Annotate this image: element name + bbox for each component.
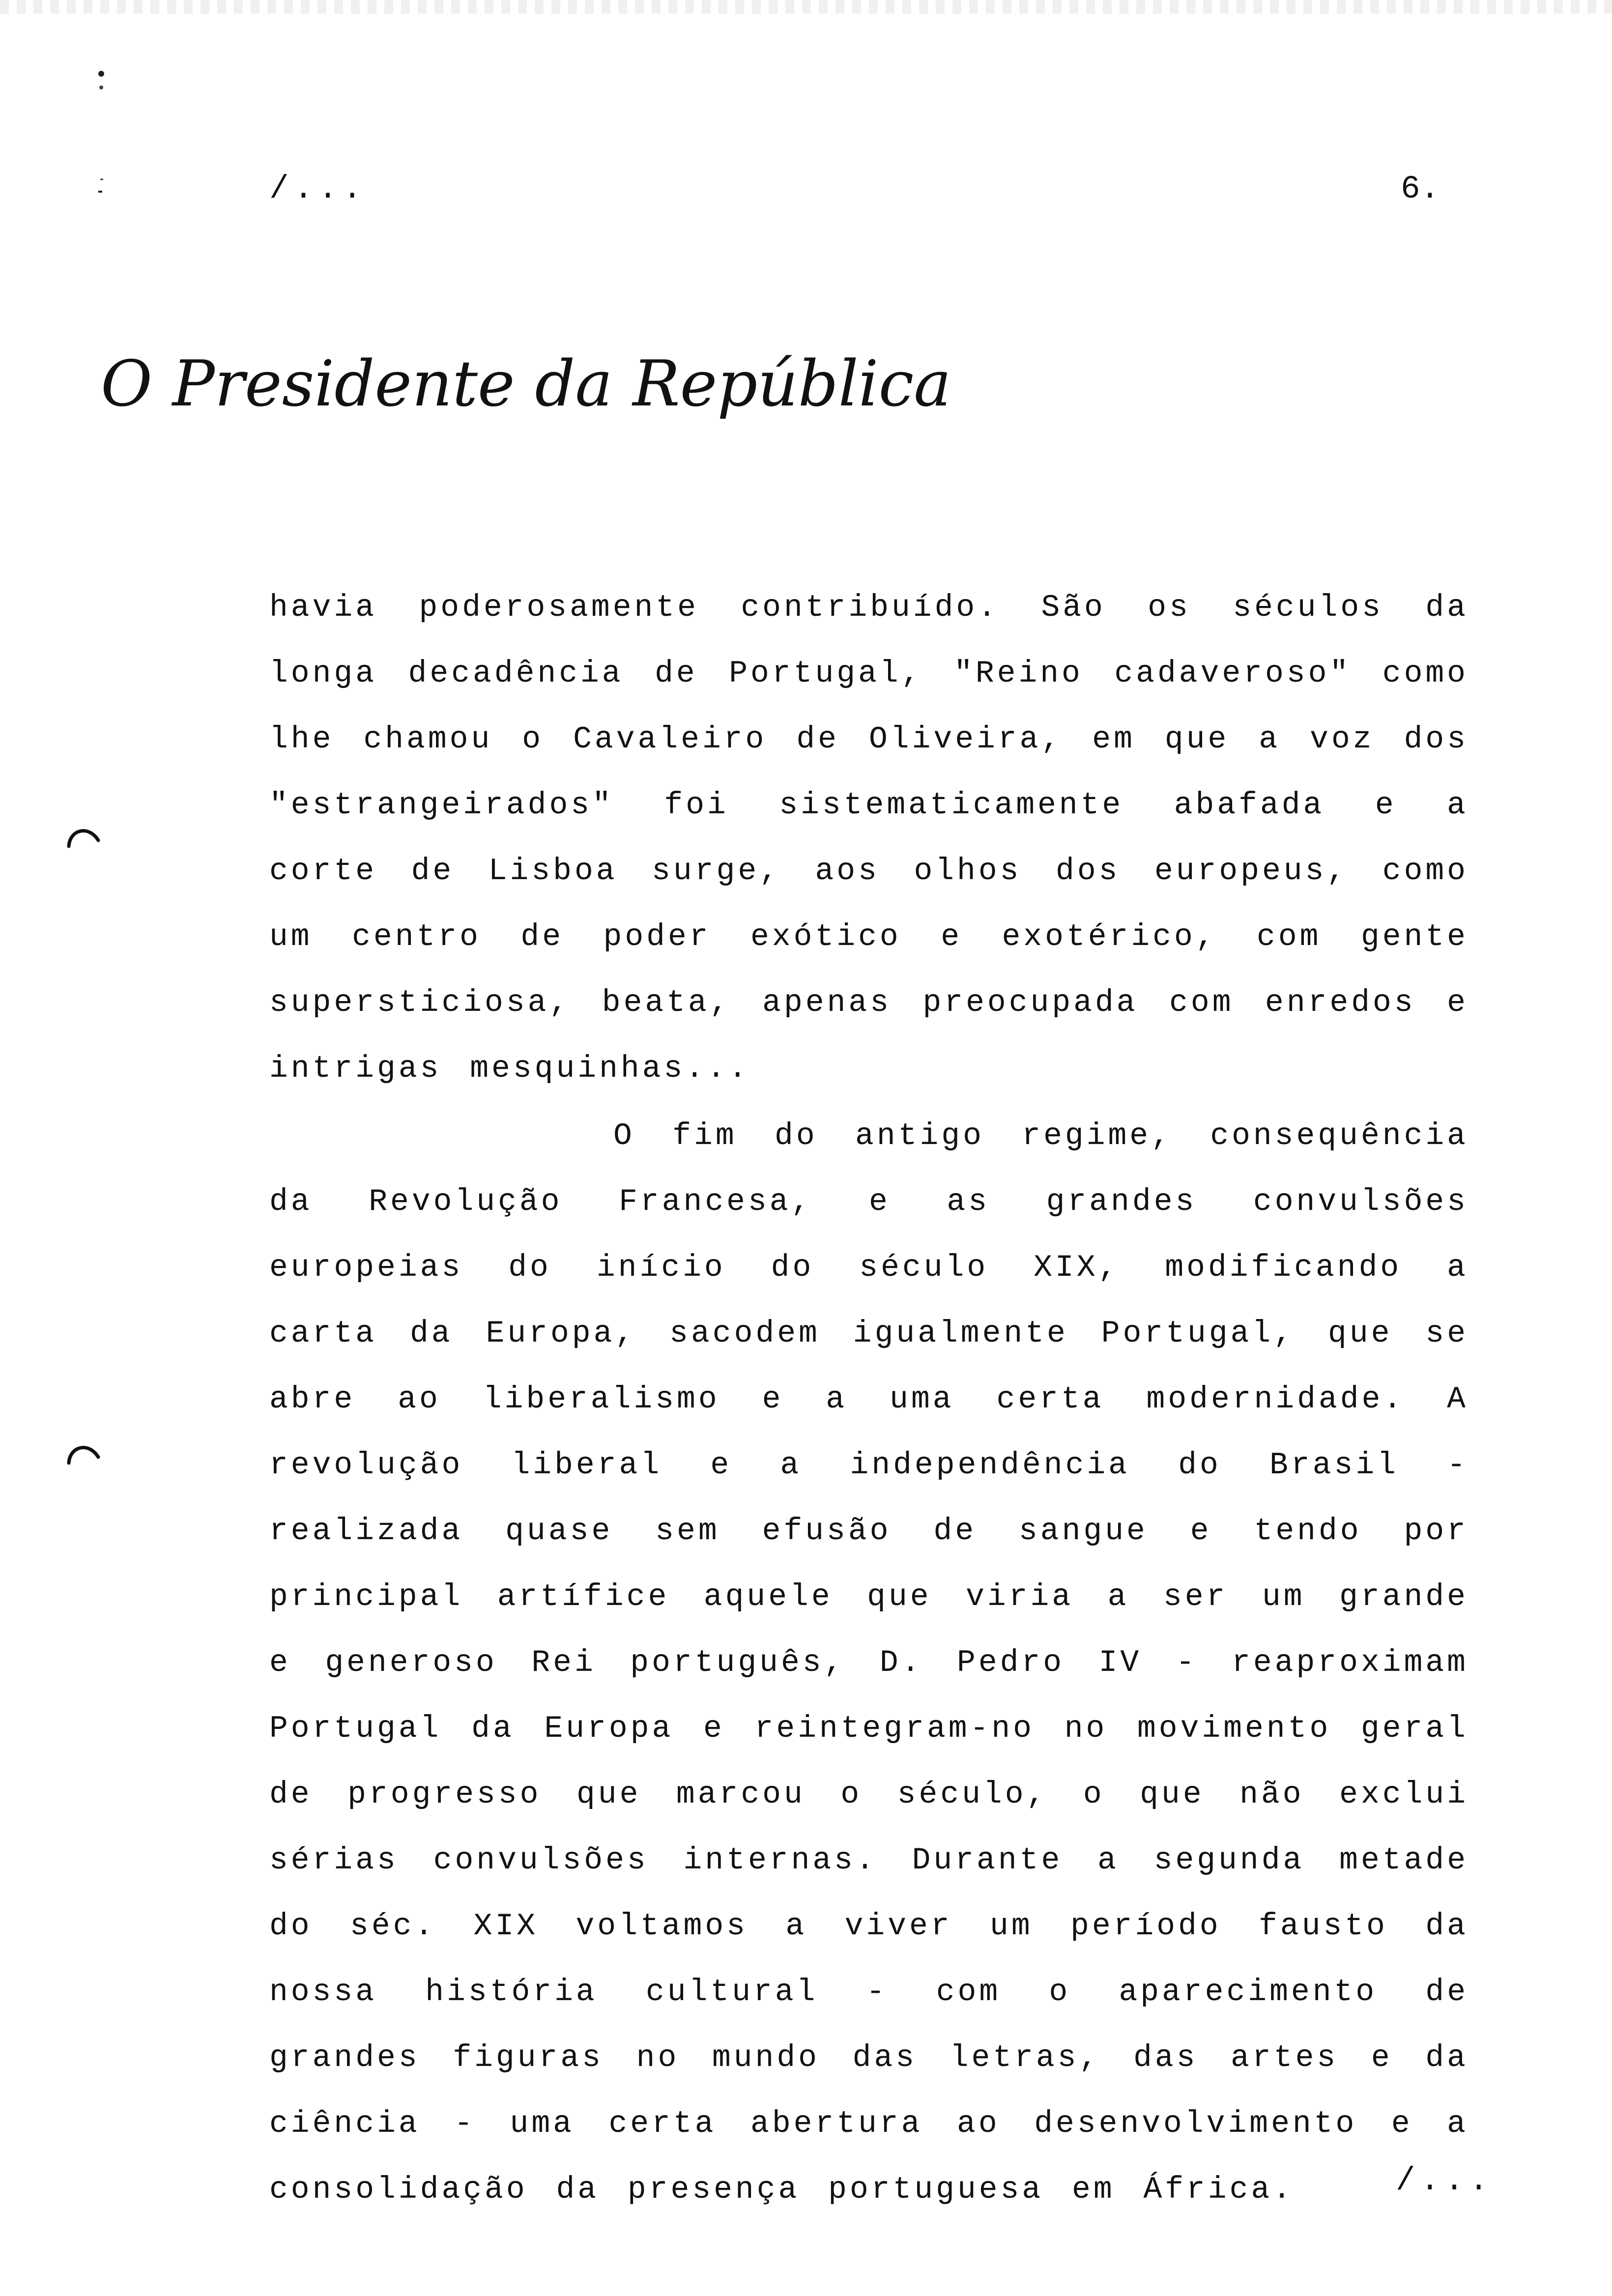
letterhead-text: O Presidente da República [101,347,951,421]
punch-hole-mark-1 [64,821,103,850]
continuation-mark-bottom: /... [1396,2162,1494,2199]
body-paragraph-1: havia poderosamente contribuído. São os séculos da longa decadência de Portugal, "Reino cadaveroso" como lhe chamou o Cavaleiro de Oliveira, em que a voz dos "estrangeirados" foi sistematicamente abafada e a corte de Lisboa surge, aos olhos dos europeus, como um centro de poder exótico e exotérico, com gente supersticiosa, beata, apenas preocupada com enredos e intrigas mesquinhas... [269,590,1468,1086]
continuation-mark-top: /... [269,171,367,207]
punch-hole-mark-2 [64,1437,103,1467]
page-number: 6. [1401,171,1440,207]
body-paragraph-2: O fim do antigo regime, consequência da Revolução Francesa, e as grandes convulsões europeias do início do século XIX, modificando a carta da Europa, sacodem igualmente Portugal, que se abre ao liberalismo e a uma certa modernidade. A revolução liberal e a independência do Brasil - realizada quase sem efusão de sangue e tendo por principal artífice aquele que viria a ser um grande e generoso Rei português, D. Pedro IV - reaproximam Portugal da Europa e reintegram-no no movimento geral de progresso que marcou o século, o que não exclui sérias convulsões internas. Durante a segunda metade do séc. XIX voltamos a viver um período fausto da nossa história cultural - com o aparecimento de grandes figuras no mundo das letras, das artes e da ciência - uma certa abertura ao desenvolvimento e a consolidação da presença portuguesa em África. [269,1119,1468,2207]
letterhead-script [101,339,951,437]
scan-top-edge [0,0,1612,14]
margin-marks [93,59,113,201]
